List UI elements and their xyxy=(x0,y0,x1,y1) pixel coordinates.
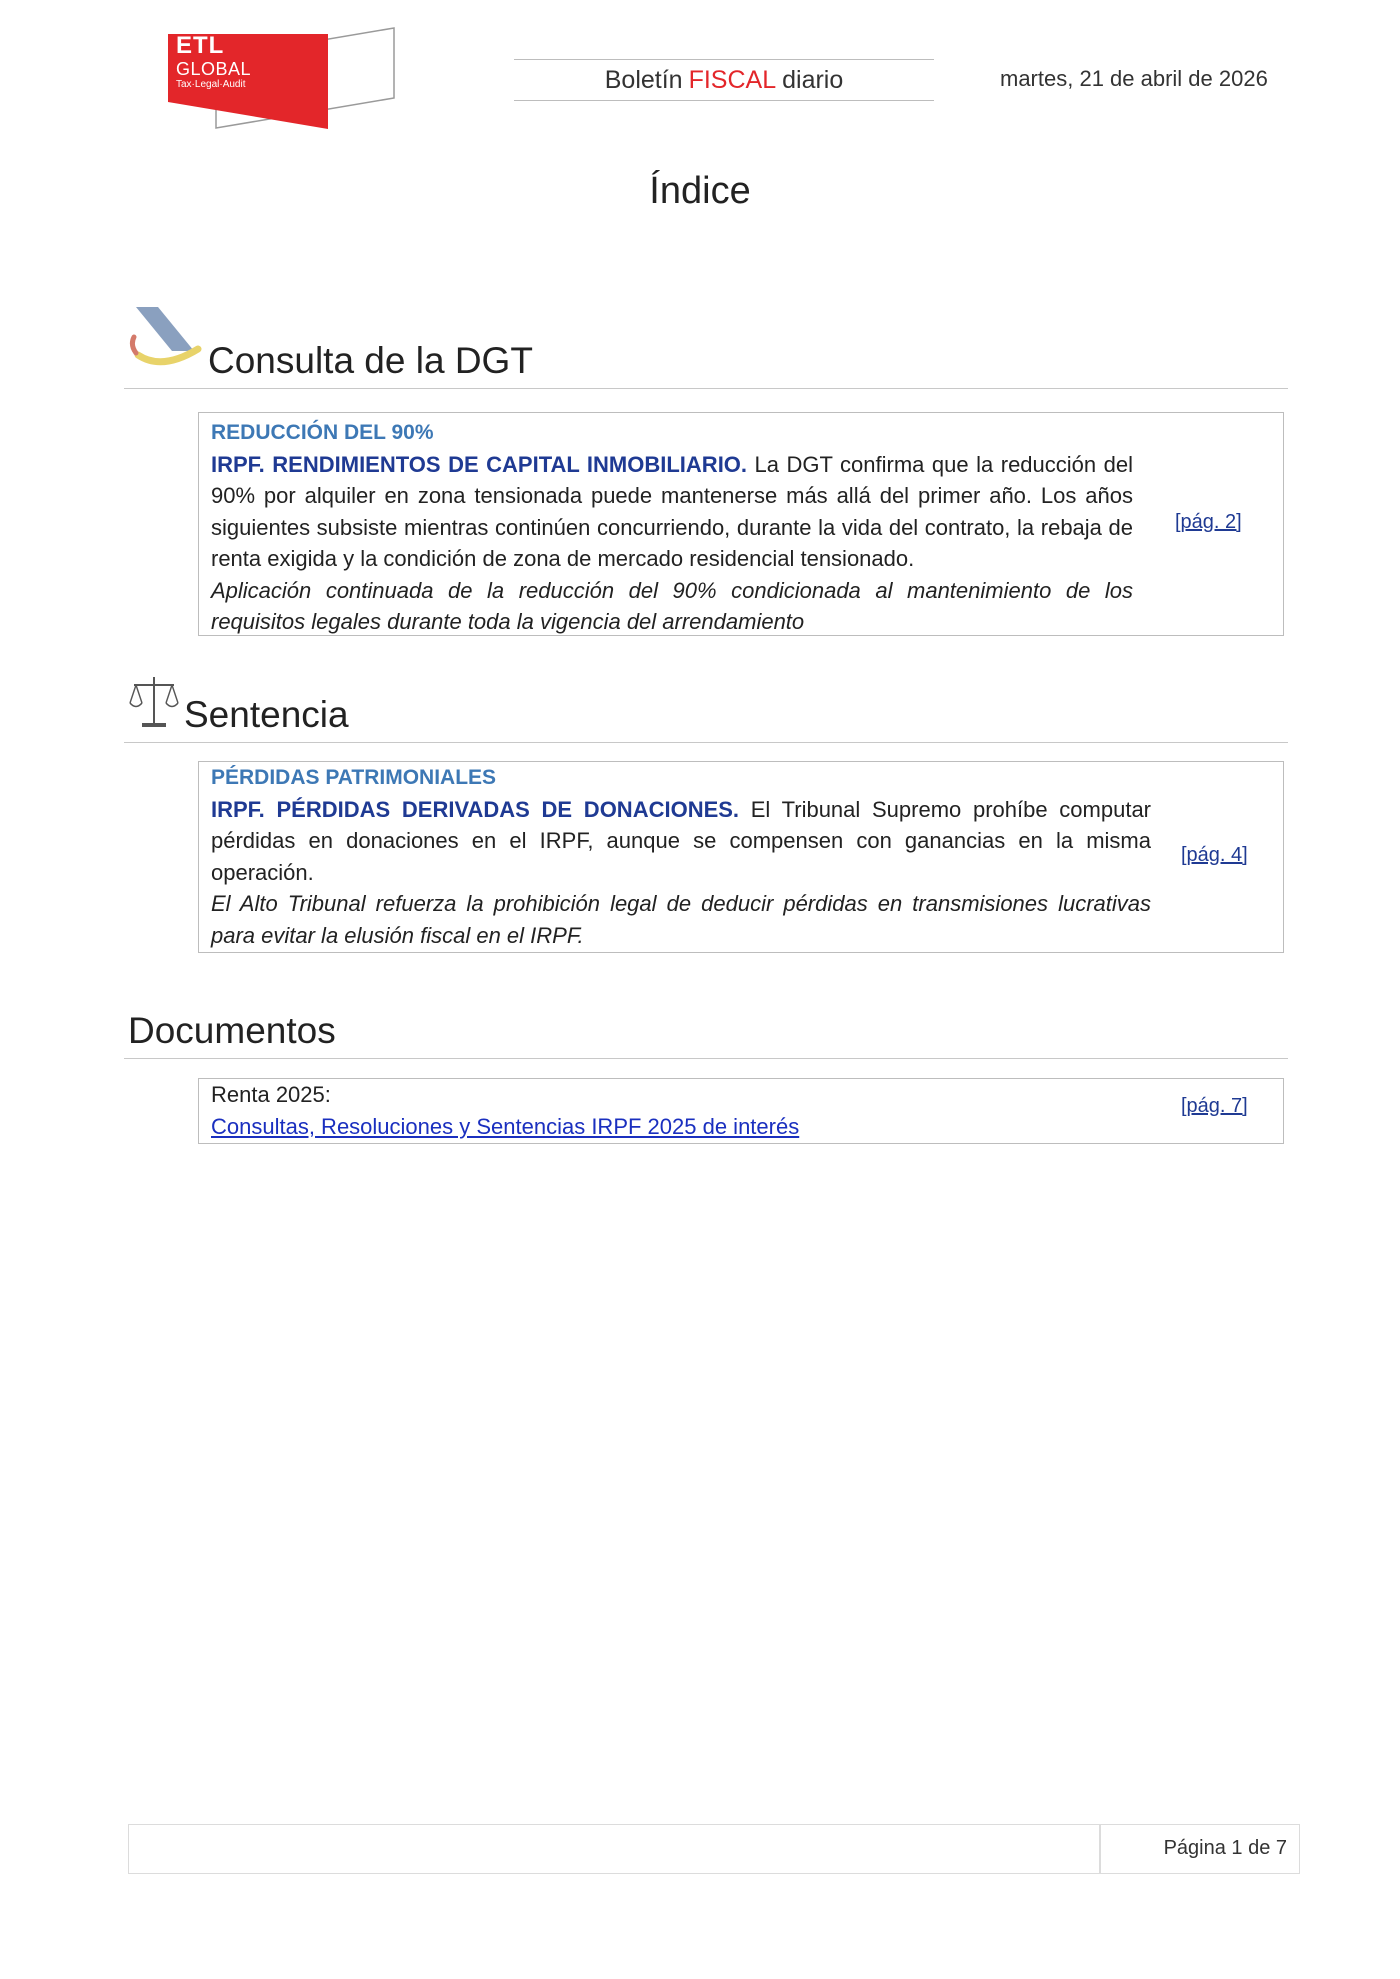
entry-body-sentencia: El Tribunal Supremo prohíbe computar pérdidas en donaciones en el IRPF, aunque se compensen con ganancias en la misma operación. xyxy=(211,796,1152,885)
section-title-sentencia: Sentencia xyxy=(184,694,349,735)
document-link[interactable]: Consultas, Resoluciones y Sentencias IRPF 2025 de interés xyxy=(211,1113,800,1139)
section-header-sentencia xyxy=(124,682,1288,743)
section-title-documentos: Documentos xyxy=(128,1010,336,1051)
entry-kicker-dgt: REDUCCIÓN DEL 90% xyxy=(211,421,434,444)
bulletin-title-fiscal: FISCAL xyxy=(688,65,777,94)
index-title: Índice xyxy=(649,170,751,212)
entry-body-dgt: La DGT confirma que la reducción del 90% por alquiler en zona tensionada puede mantenerse más allá del primer año. Los años siguientes subsiste mientras continúen concurriendo, durante la vida del contrato, la rebaja de renta exigida y la condición de zona de mercado residencial tensionado. xyxy=(211,451,1133,571)
logo-global-text: GLOBAL xyxy=(176,59,252,79)
index-entry-sentencia xyxy=(198,761,1284,953)
etl-global-logo xyxy=(168,24,396,132)
page-footer xyxy=(128,1824,1300,1874)
section-header-documentos xyxy=(124,998,1288,1059)
entry-headline-sentencia: IRPF. PÉRDIDAS DERIVADAS DE DONACIONES. xyxy=(211,796,740,822)
footer-divider xyxy=(1099,1825,1101,1873)
page-ref-link-sentencia[interactable]: [pág. 4] xyxy=(1181,844,1248,866)
document-label: Renta 2025: xyxy=(211,1082,331,1107)
entry-summary-sentencia: El Alto Tribunal refuerza la prohibición legal de deducir pérdidas en transmisiones lucrativas para evitar la elusión fiscal en el IRPF. xyxy=(211,891,1151,948)
bulletin-title-pre: Boletín xyxy=(604,65,683,94)
page-ref-link-documentos[interactable]: [pág. 7] xyxy=(1181,1095,1248,1117)
agencia-tributaria-logo-icon xyxy=(128,307,204,382)
footer-page-number: Página 1 de 7 xyxy=(1163,1837,1287,1859)
logo-etl-text: ETL xyxy=(176,32,225,59)
bulletin-title-post: diario xyxy=(782,65,844,94)
entry-text-dgt xyxy=(211,417,1133,638)
section-title-dgt: Consulta de la DGT xyxy=(208,340,533,381)
entry-summary-dgt: Aplicación continuada de la reducción del 90% condicionada al mantenimiento de los requisitos legales durante toda la vigencia del arrendamiento xyxy=(211,577,1133,634)
entry-text-documentos xyxy=(211,1079,1151,1142)
scales-of-justice-icon xyxy=(128,673,180,736)
entry-headline-dgt: IRPF. RENDIMIENTOS DE CAPITAL INMOBILIARIO. xyxy=(211,451,748,477)
index-entry-dgt xyxy=(198,412,1284,636)
section-header-dgt xyxy=(124,328,1288,389)
entry-kicker-sentencia: PÉRDIDAS PATRIMONIALES xyxy=(211,766,497,789)
bulletin-title xyxy=(514,59,934,101)
entry-text-sentencia xyxy=(211,762,1151,951)
index-entry-documentos xyxy=(198,1078,1284,1144)
logo-tagline-text: Tax·Legal·Audit xyxy=(176,79,246,90)
page-ref-link-dgt[interactable]: [pág. 2] xyxy=(1175,511,1242,533)
publication-date: martes, 21 de abril de 2026 xyxy=(1000,66,1268,91)
